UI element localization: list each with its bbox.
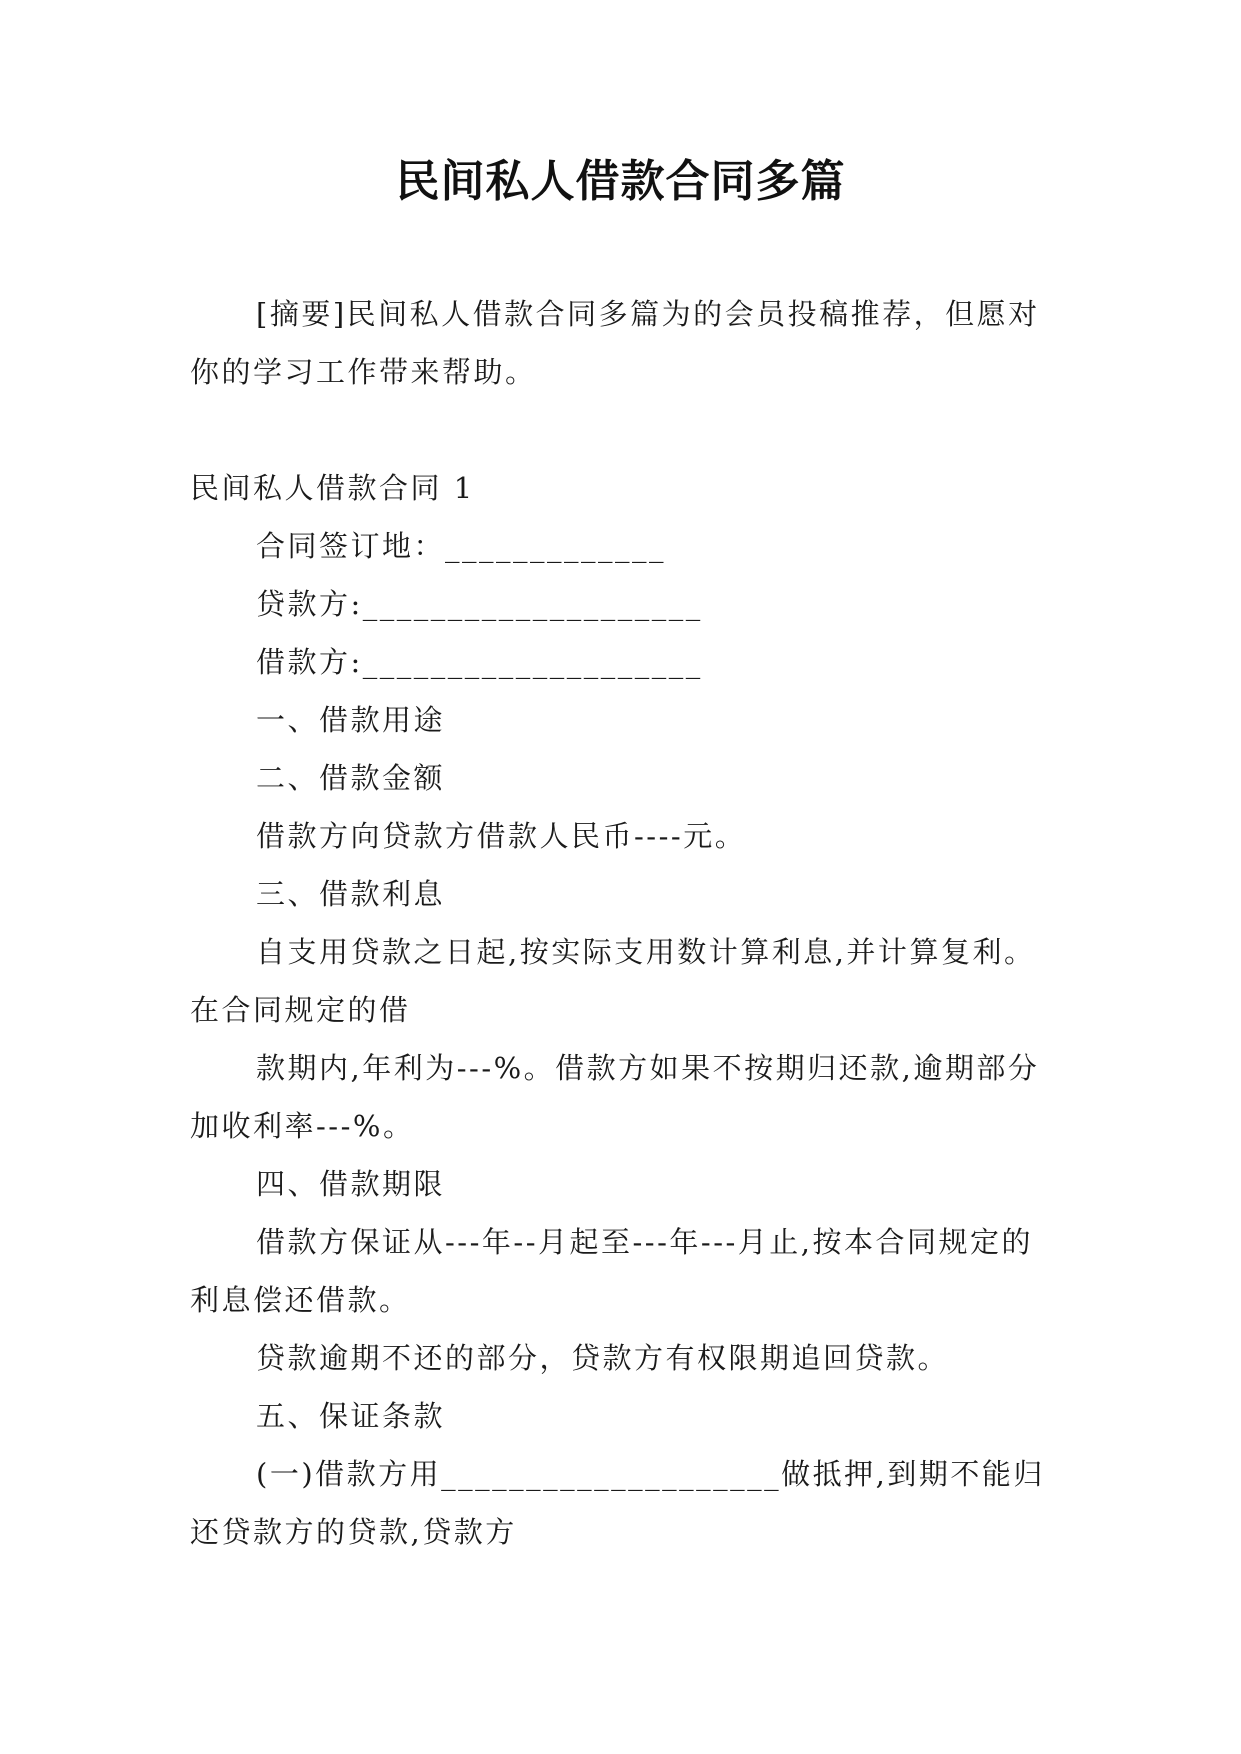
section-heading: 民间私人借款合同 1: [190, 471, 475, 505]
document-body: [190, 285, 1052, 1561]
abstract-paragraph: [摘要]民间私人借款合同多篇为的会员投稿推荐，但愿对你的学习工作带来帮助。: [190, 297, 1040, 389]
contract-line-borrower: 借款方:____________________: [256, 645, 703, 679]
contract-line-signing-place: 合同签订地：_____________: [256, 529, 667, 563]
clause-text-amount: 借款方向贷款方借款人民币----元。: [256, 819, 747, 853]
clause-text-term: 借款方保证从---年--月起至---年---月止,按本合同规定的利息偿还借款。: [190, 1225, 1034, 1317]
clause-text-interest: 自支用贷款之日起,按实际支用数计算利息,并计算复利。在合同规定的借: [190, 935, 1036, 1027]
clause-text-interest-rate: 款期内,年利为---%。借款方如果不按期归还款,逾期部分加收利率---%。: [190, 1051, 1040, 1143]
document-title: 民间私人借款合同多篇: [395, 156, 846, 207]
clause-text-overdue: 贷款逾期不还的部分，贷款方有权限期追回贷款。: [256, 1341, 950, 1375]
clause-heading-amount: 二、借款金额: [256, 761, 446, 795]
contract-line-lender: 贷款方:____________________: [256, 587, 703, 621]
clause-heading-interest: 三、借款利息: [256, 877, 446, 911]
clause-heading-guarantee: 五、保证条款: [256, 1399, 446, 1433]
clause-heading-term: 四、借款期限: [256, 1167, 446, 1201]
clause-heading-purpose: 一、借款用途: [256, 703, 446, 737]
clause-text-collateral: (一)借款方用____________________做抵押,到期不能归还贷款方的贷款,贷款方: [190, 1457, 1045, 1549]
